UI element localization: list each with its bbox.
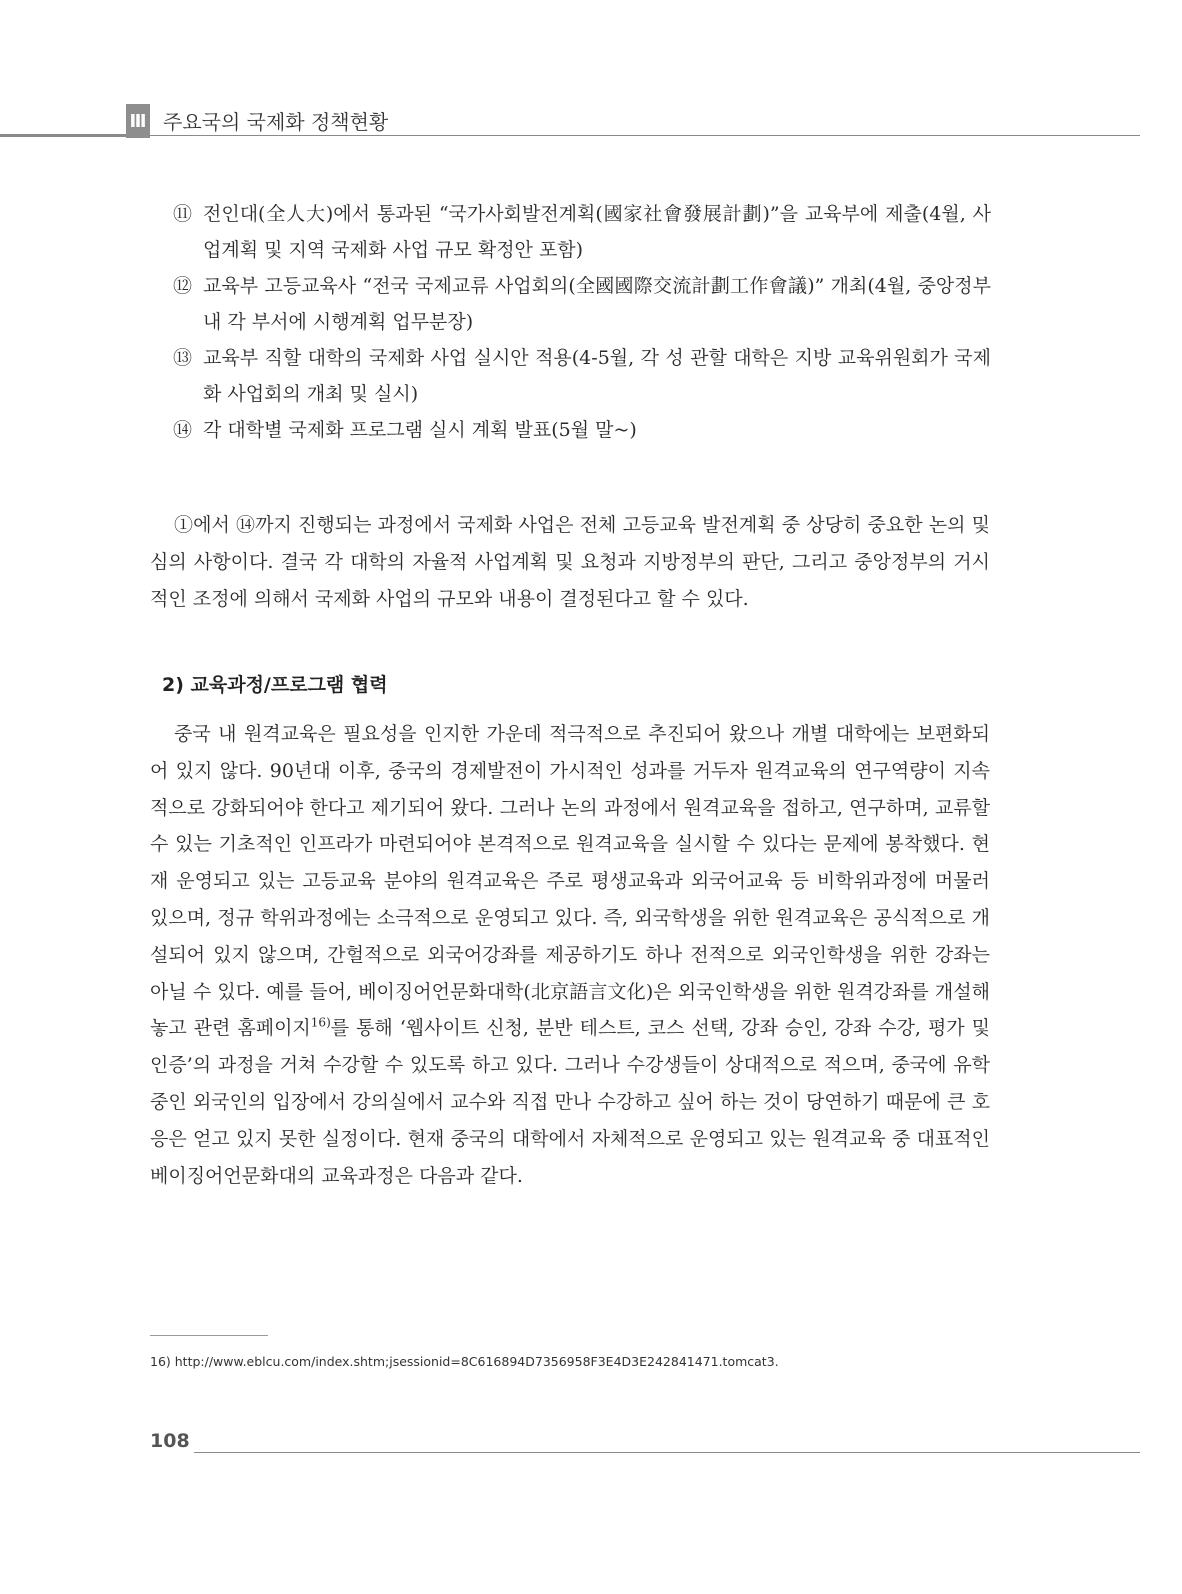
paragraph-text: 를 통해 ‘웹사이트 신청, 분반 테스트, 코스 선택, 강좌 승인, 강좌 수강, 평가 및 인증’의 과정을 거쳐 수강할 수 있도록 하고 있다. 그러나 수강생들이 상대적으로 적으며, 중국에 유학 중인 외국인의 입장에서 강의실에서 교수와 직접 만나 수강하고 싶어 하는 것이 당연하기 때문에 큰 호응은 얻고 있지 못한 실정이다. 현재 중국의 대학에서 자체적으로 운영되고 있는 원격교육 중 대표적인 베이징어언문화대의 교육과정은 다음과 같다.: [150, 1017, 990, 1187]
list-item-text: 각 대학별 국제화 프로그램 실시 계획 발표(5월 말~): [203, 419, 637, 441]
paragraph-text: 중국 내 원격교육은 필요성을 인지한 가운데 적극적으로 추진되어 왔으나 개별 대학에는 보편화되어 있지 않다. 90년대 이후, 중국의 경제발전이 가시적인 성과를 거두자 원격교육의 연구역량이 지속적으로 강화되어야 한다고 제기되어 왔다. 그러나 논의 과정에서 원격교육을 접하고, 연구하며, 교류할 수 있는 기초적인 인프라가 마련되어야 본격적으로 원격교육을 실시할 수 있다는 문제에 봉착했다. 현재 운영되고 있는 고등교육 분야의 원격교육은 주로 평생교육과 외국어교육 등 비학위과정에 머물러 있으며, 정규 학위과정에는 소극적으로 운영되고 있다. 즉, 외국학생을 위한 원격교육은 공식적으로 개설되어 있지 않으며, 간헐적으로 외국어강좌를 제공하기도 하나 전적으로 외국인학생을 위한 강좌는 아닐 수 있다. 예를 들어, 베이징어언문화대학(北京語言文化)은 외국인학생을 위한 원격강좌를 개설해 놓고 관련 홈페이지: [150, 723, 990, 1040]
list-item-number: ⑪: [173, 203, 193, 225]
enumerated-list: [173, 196, 991, 448]
page-number: 108: [150, 1430, 190, 1452]
footnote-reference[interactable]: 16): [310, 1016, 331, 1031]
footnote-text: 16) http://www.eblcu.com/index.shtm;jsessionid=8C616894D7356958F3E4D3E242841471.tomcat3.: [150, 1354, 779, 1369]
list-item-text: 전인대(全人大)에서 통과된 “국가사회발전계획(國家社會發展計劃)”을 교육부에 제출(4월, 사업계획 및 지역 국제화 사업 규모 확정안 포함): [203, 203, 991, 261]
section-numeral-badge: Ⅲ: [126, 104, 150, 138]
body-paragraph-2: [150, 716, 990, 1194]
section-heading: 2) 교육과정/프로그램 협력: [162, 674, 388, 696]
body-paragraph-1: ①에서 ⑭까지 진행되는 과정에서 국제화 사업은 전체 고등교육 발전계획 중 상당히 중요한 논의 및 심의 사항이다. 결국 각 대학의 자율적 사업계획 및 요청과 지방정부의 판단, 그리고 중앙정부의 거시적인 조정에 의해서 국제화 사업의 규모와 내용이 결정된다고 할 수 있다.: [150, 514, 990, 610]
header-left-rule: [0, 134, 126, 137]
list-item-number: ⑬: [173, 347, 193, 369]
running-header-title: 주요국의 국제화 정책현황: [163, 110, 389, 134]
list-item: [173, 268, 991, 340]
list-item-number: ⑫: [173, 275, 193, 297]
list-item-number: ⑭: [173, 419, 193, 441]
list-item: [173, 340, 991, 412]
list-item-text: 교육부 직할 대학의 국제화 사업 실시안 적용(4-5월, 각 성 관할 대학은 지방 교육위원회가 국제화 사업회의 개최 및 실시): [203, 347, 991, 405]
footer-rule: [194, 1452, 1140, 1453]
footnote-separator: [150, 1335, 268, 1336]
header-right-rule: [150, 135, 1140, 136]
list-item: [173, 412, 991, 448]
list-item-text: 교육부 고등교육사 “전국 국제교류 사업회의(全國國際交流計劃工作會議)” 개최(4월, 중앙정부 내 각 부서에 시행계획 업무분장): [203, 275, 991, 333]
list-item: [173, 196, 991, 268]
